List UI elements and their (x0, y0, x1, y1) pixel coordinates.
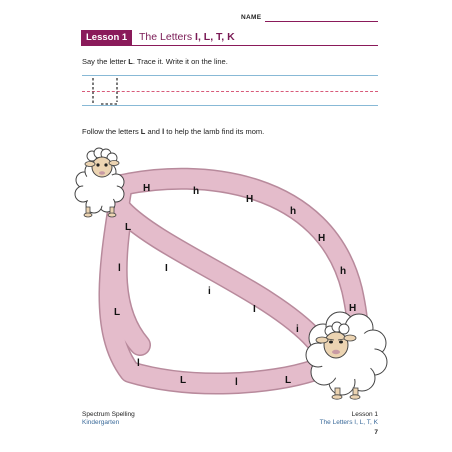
maze (70, 140, 390, 408)
maze-letter-i1: I (165, 263, 168, 274)
maze-instruction-prefix: Follow the letters (82, 127, 141, 136)
maze-letter-i2: i (208, 286, 211, 297)
maze-letter-h5: H (318, 233, 326, 244)
maze-letter-b: l (162, 127, 165, 136)
lesson-header (81, 30, 378, 45)
maze-instruction (82, 127, 264, 136)
maze-letter-h2: h (193, 186, 200, 197)
footer-book-title: Spectrum Spelling (82, 411, 135, 418)
maze-letter-a: L (140, 127, 146, 136)
name-label: NAME (241, 14, 262, 21)
maze-instruction-suffix: to help the lamb find its mom. (164, 127, 265, 136)
lesson-rule (81, 45, 378, 46)
maze-letter-l3: L (114, 307, 121, 318)
mother-sheep-illustration (306, 312, 387, 399)
maze-letter-h3: H (246, 194, 254, 205)
maze-letter-l5: L (180, 375, 187, 386)
maze-letter-l6: l (235, 377, 238, 388)
lesson-badge: Lesson 1 (81, 30, 132, 45)
lesson-title-letters: I, L, T, K (195, 31, 235, 43)
maze-letter-l1: L (125, 222, 132, 233)
trace-instruction (82, 57, 228, 66)
footer-lesson-title: The Letters I, L, T, K (319, 419, 378, 426)
maze-letter-i4: i (296, 324, 299, 335)
maze-letter-i3: I (253, 304, 256, 315)
trace-instruction-letter: L (128, 57, 133, 66)
footer-grade: Kindergarten (82, 419, 120, 426)
maze-letter-l2: l (118, 263, 121, 274)
maze-letter-h7: H (349, 303, 357, 314)
writing-line-mid (82, 91, 378, 92)
name-line[interactable] (265, 21, 378, 22)
lesson-title (139, 30, 235, 45)
trace-instruction-prefix: Say the letter (82, 57, 129, 66)
maze-instruction-mid: and (145, 127, 163, 136)
maze-letter-h4: h (290, 206, 297, 217)
writing-line-bottom[interactable] (82, 105, 378, 106)
footer-lesson: Lesson 1 (351, 411, 378, 418)
page-number: 7 (374, 429, 378, 436)
trace-instruction-suffix: . Trace it. Write it on the line. (132, 57, 228, 66)
trace-letter-l[interactable] (88, 75, 124, 107)
footer-right (320, 411, 378, 427)
lesson-title-prefix: The Letters (139, 31, 196, 43)
writing-line-top (82, 75, 378, 76)
maze-letter-l4: l (137, 358, 140, 369)
maze-letter-h1: H (143, 183, 151, 194)
maze-letter-l7: L (285, 375, 292, 386)
footer-left (82, 411, 135, 427)
maze-letter-h6: h (340, 266, 347, 277)
